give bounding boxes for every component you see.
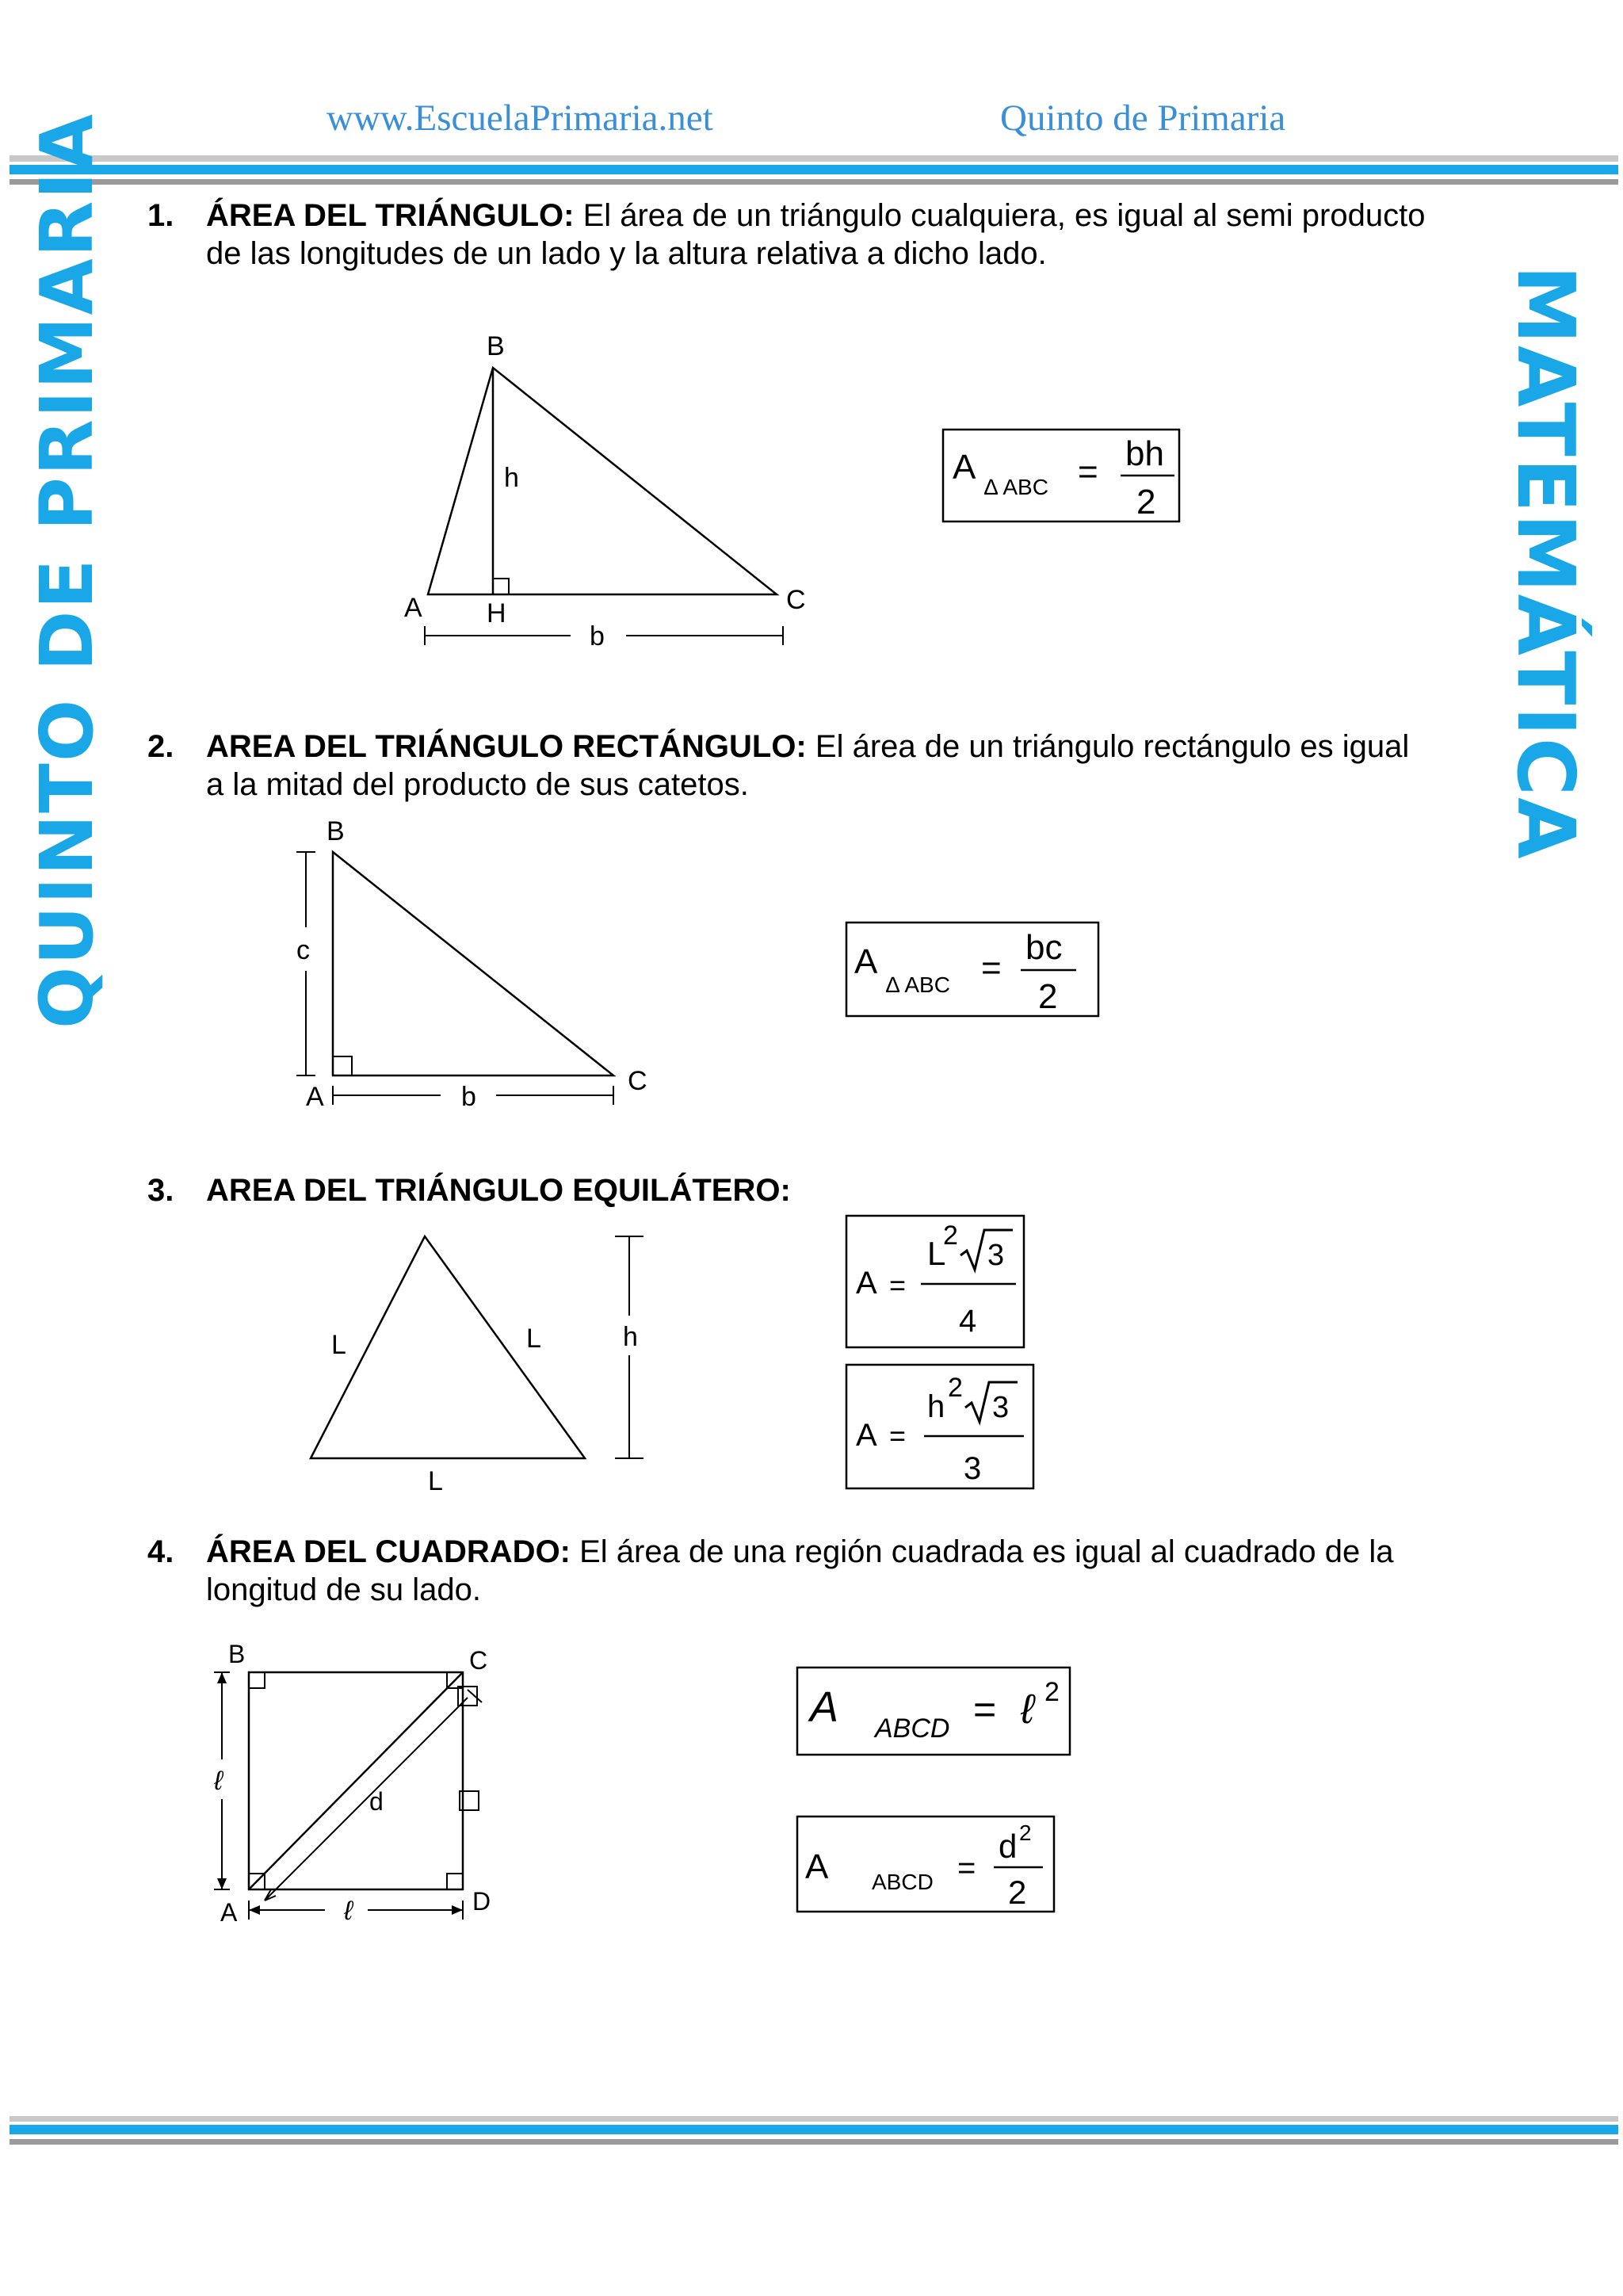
formula-subscript: ∆ ABC [886,972,950,997]
formula-base: h [927,1389,945,1424]
section-4-text [147,1533,1479,1609]
side-b-label: b [461,1082,476,1112]
side-l-bottom-label: L [428,1466,443,1496]
formula-lhs: A [805,1847,829,1886]
formula-lhs: A [856,1418,877,1453]
formula-equals: = [889,1419,907,1452]
vertex-c-label: C [786,585,806,615]
grade-label: Quinto de Primaria [1000,97,1286,139]
formula-exponent: 2 [1019,1820,1032,1845]
formula-numerator: d [999,1828,1018,1865]
formula-denominator: 2 [1038,977,1058,1016]
top-gray-line-2 [10,179,1618,185]
formula-lhs: A [953,448,976,487]
bottom-blue-band [10,2125,1618,2134]
formula-subscript: ABCD [872,1870,934,1894]
section-title: ÁREA DEL TRIÁNGULO: [206,198,575,233]
formula-root: 3 [987,1239,1005,1272]
formula-denominator: 4 [959,1304,977,1339]
formula-box-square-diagonal [796,1815,1057,1915]
section-description-cont: de las longitudes de un lado y la altura relativa a dicho lado. [206,236,1047,271]
height-h-label: h [504,463,519,493]
right-triangle-figure [285,808,666,1125]
vertex-d-label: D [472,1887,491,1916]
section-description-cont: a la mitad del producto de sus catetos. [206,767,749,802]
formula-equals: = [981,949,1002,988]
section-2-text [147,728,1479,804]
formula-lhs: A [856,1266,877,1301]
formula-numerator: bc [1025,928,1063,967]
vertex-a-label: A [404,593,422,623]
section-1-text [147,197,1479,273]
formula-box-right-triangle [845,921,1102,1021]
section-number: 3. [147,1173,174,1208]
side-l-label: ℓ [214,1766,223,1796]
formula-denominator: 2 [1008,1874,1027,1911]
formula-equals: = [889,1269,907,1301]
vertex-b-label: B [487,331,505,361]
side-l-left-label: L [331,1330,346,1360]
formula-equals: = [973,1687,997,1732]
formula-denominator: 2 [1136,483,1156,521]
section-number: 4. [147,1534,174,1569]
formula-box-equilateral-height [845,1363,1037,1492]
section-description: El área de un triángulo cualquiera, es igual al semi producto [582,198,1426,233]
diagonal-d-label: d [369,1787,384,1816]
formula-equals: = [957,1851,976,1885]
top-gray-line [10,155,1618,162]
formula-denominator: 3 [964,1451,982,1486]
formula-exponent: 2 [1044,1677,1060,1707]
formula-box-square-side [796,1666,1073,1758]
bottom-gray-line-2 [10,2139,1618,2145]
formula-lhs: A [810,1683,839,1731]
vertex-b-label: B [327,816,345,846]
side-l-right-label: L [526,1324,541,1354]
equilateral-triangle-figure [301,1221,666,1506]
formula-numerator: bh [1125,434,1164,473]
formula-base: L [927,1235,946,1272]
left-side-title: QUINTO DE PRIMARIA [25,113,109,1029]
formula-equals: = [1078,453,1098,491]
formula-subscript: ∆ ABC [984,475,1048,499]
bottom-l-label: ℓ [344,1896,353,1926]
side-c-label: c [296,935,310,965]
section-number: 1. [147,198,174,233]
formula-exponent: 2 [943,1221,958,1251]
section-number: 2. [147,729,174,764]
top-blue-band [10,165,1618,174]
website-label: www.EscuelaPrimaria.net [327,97,713,139]
section-title: AREA DEL TRIÁNGULO EQUILÁTERO: [206,1173,791,1208]
section-3-text [147,1171,1479,1209]
foot-h-label: H [487,598,506,628]
formula-root: 3 [992,1391,1010,1424]
vertex-c-label: C [469,1646,488,1675]
formula-rhs: ℓ [1021,1687,1034,1733]
right-side-title: MATEMÁTICA [1499,265,1592,861]
vertex-c-label: C [628,1066,647,1096]
vertex-a-label: A [306,1082,324,1112]
square-figure [198,1641,531,1958]
base-b-label: b [590,621,605,651]
section-description: El área de una región cuadrada es igual al cuadrado de la [579,1534,1394,1569]
formula-lhs: A [854,942,878,981]
section-description-cont: longitud de su lado. [206,1572,481,1607]
section-title: AREA DEL TRIÁNGULO RECTÁNGULO: [206,729,807,764]
formula-box-equilateral-side [845,1214,1027,1350]
bottom-gray-line [10,2116,1618,2122]
formula-box-triangle [941,428,1183,526]
vertex-a-label: A [220,1898,238,1927]
formula-subscript: ABCD [875,1713,950,1744]
height-h-label: h [623,1322,638,1352]
section-description: El área de un triángulo rectángulo es igual [815,729,1410,764]
triangle-figure [396,317,840,658]
formula-exponent: 2 [948,1373,963,1403]
section-title: ÁREA DEL CUADRADO: [206,1534,571,1569]
vertex-b-label: B [228,1641,246,1668]
